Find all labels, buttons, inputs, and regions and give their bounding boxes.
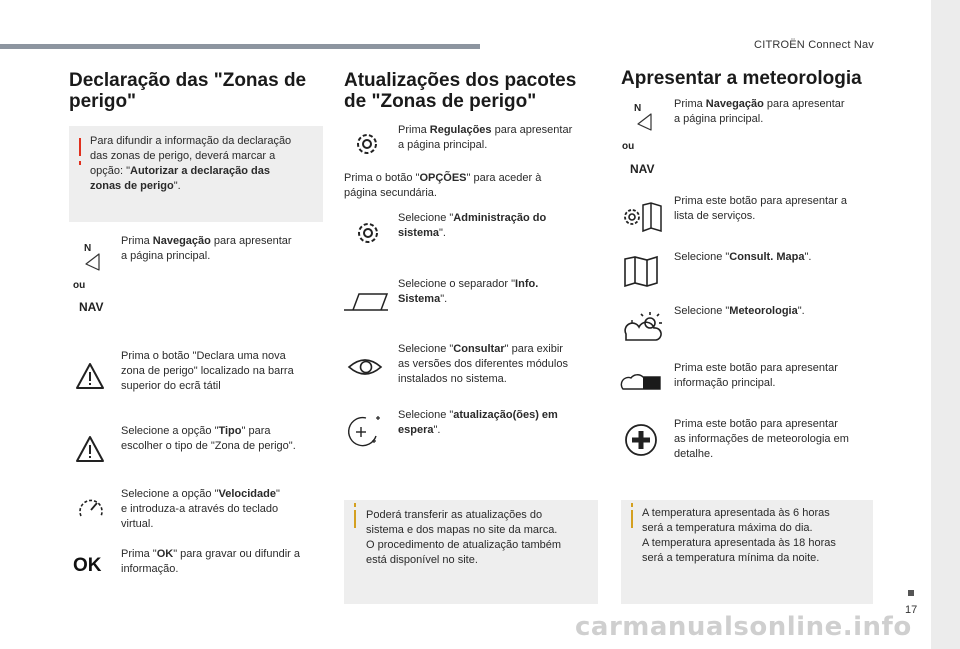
- step-tipo: Selecione a opção "Tipo" para escolher o tipo de "Zona de perigo".: [121, 425, 296, 452]
- services-list-icon: [621, 201, 663, 233]
- svg-text:N: N: [84, 243, 92, 254]
- step-consult-mapa: Selecione "Consult. Mapa".: [674, 251, 812, 263]
- section-title-zonas-perigo: Declaração das "Zonas de perigo": [69, 70, 307, 112]
- info-note-meteo-text: A temperatura apresentada às 6 horas será a temperatura máxima do dia. A temperatura apresentada às 18 horas será a temperatura mínima da noite.: [642, 507, 836, 564]
- nav-label: NAV: [630, 162, 655, 176]
- warning-mark-icon: [79, 138, 81, 156]
- svg-text:N: N: [634, 103, 642, 114]
- info-note: [344, 500, 598, 604]
- page-edge-band: [931, 0, 960, 649]
- speedometer-icon: [76, 494, 106, 522]
- tab-separator-icon: [343, 289, 389, 313]
- warning-note: [69, 126, 323, 222]
- settings-gear-icon: [354, 219, 382, 247]
- plus-circle-icon: [624, 423, 658, 457]
- map-icon: [623, 255, 659, 287]
- weather-sun-cloud-icon: [622, 310, 662, 344]
- eye-view-icon: [347, 355, 383, 379]
- section-title-meteorologia: Apresentar a meteorologia: [621, 68, 862, 89]
- step-navegacao: Prima Navegação para apresentar a página principal.: [121, 235, 292, 262]
- info-note-text: Poderá transferir as atualizações do sistema e dos mapas no site da marca. O procedimento de atualização também está disponível no site.: [366, 509, 562, 566]
- step-navegacao-meteo: Prima Navegação para apresentar a página principal.: [674, 98, 845, 125]
- header-brand: CITROËN Connect Nav: [754, 39, 874, 51]
- or-label: ou: [73, 280, 86, 291]
- page-marker: [908, 590, 914, 596]
- cloud-info-icon: [619, 373, 661, 391]
- ok-label: OK: [73, 555, 102, 576]
- header-rule: [0, 44, 480, 49]
- warning-note-text: Para difundir a informação da declaração das zonas de perigo, deverá marcar a opção: "Autorizar a declaração das zonas de perigo".: [90, 135, 292, 192]
- watermark: carmanualsonline.info: [575, 612, 912, 642]
- step-lista-servicos: Prima este botão para apresentar a lista de serviços.: [674, 195, 848, 222]
- info-mark-icon: [354, 510, 356, 528]
- info-mark-icon: [631, 510, 633, 528]
- step-detalhe: Prima este botão para apresentar as informações de meteorologia em detalhe.: [674, 418, 849, 460]
- warning-triangle-icon: [75, 435, 105, 463]
- step-velocidade: Selecione a opção "Velocidade" e introduza-a através do teclado virtual.: [121, 488, 280, 530]
- section-title-atualizacoes: Atualizações dos pacotes de "Zonas de perigo": [344, 70, 577, 112]
- step-opcoes: Prima o botão "OPÇÕES" para aceder à página secundária.: [344, 172, 542, 199]
- info-note-meteo: [621, 500, 873, 604]
- north-compass-icon: [631, 100, 655, 134]
- warning-triangle-icon: [75, 362, 105, 390]
- update-plus-icon: [346, 414, 384, 448]
- step-administracao: Selecione "Administração do sistema".: [398, 212, 547, 239]
- settings-gear-icon: [353, 130, 381, 158]
- step-consultar: Selecione "Consultar" para exibir as versões dos diferentes módulos instalados no sistema.: [398, 343, 568, 385]
- step-meteorologia: Selecione "Meteorologia".: [674, 305, 805, 317]
- step-regulacoes: Prima Regulações para apresentar a página principal.: [398, 124, 573, 151]
- step-info-sistema: Selecione o separador "Info. Sistema".: [398, 278, 539, 305]
- step-declara-zona: Prima o botão "Declara uma nova zona de perigo" localizado na barra superior do ecrã tátil: [121, 350, 294, 392]
- step-informacao-principal: Prima este botão para apresentar informação principal.: [674, 362, 838, 389]
- step-atualizacoes-espera: Selecione "atualização(ões) em espera".: [398, 409, 558, 436]
- page-number: 17: [905, 604, 918, 616]
- north-compass-icon: [81, 240, 103, 274]
- or-label: ou: [622, 141, 635, 152]
- nav-label: NAV: [79, 300, 104, 314]
- step-ok: Prima "OK" para gravar ou difundir a informação.: [121, 548, 300, 575]
